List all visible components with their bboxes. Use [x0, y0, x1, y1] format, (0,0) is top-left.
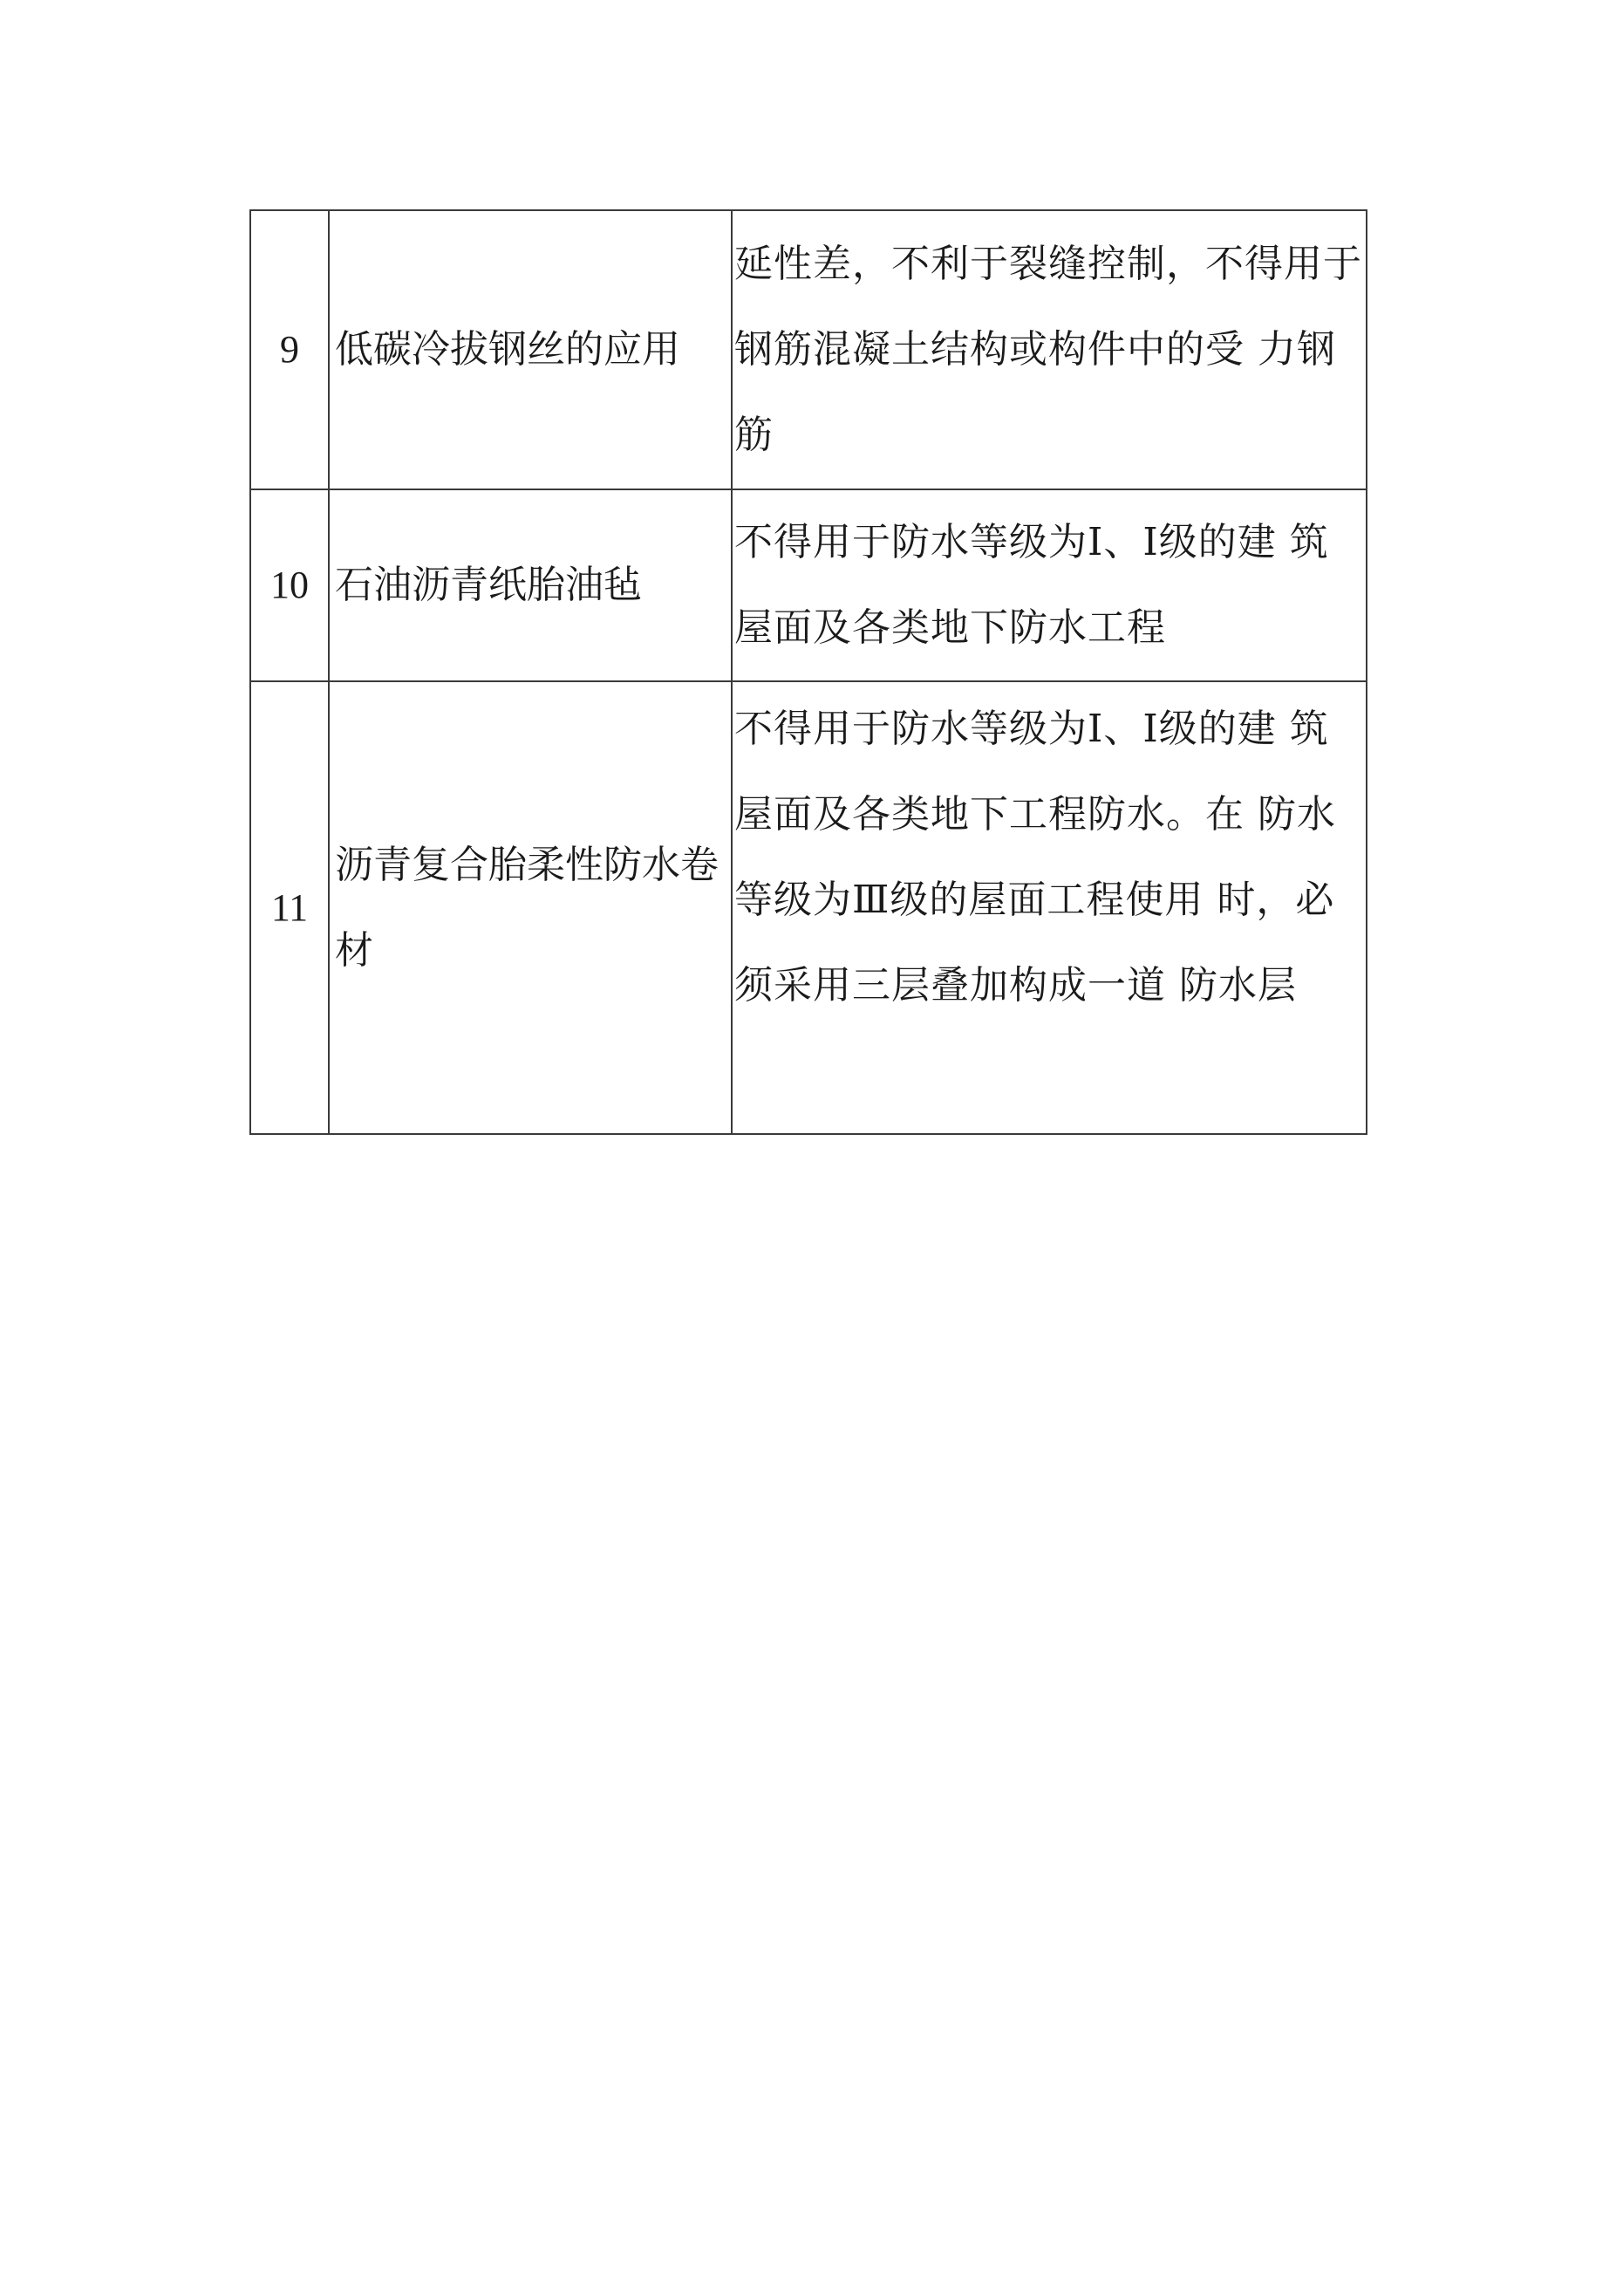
material-name — [329, 489, 732, 681]
row-number: 11 — [250, 681, 329, 1134]
restricted-materials-table — [249, 209, 1367, 1135]
material-name-text: 石油沥青纸胎油毡 — [335, 563, 642, 607]
material-name — [329, 681, 732, 1134]
table-row — [250, 681, 1367, 1134]
restriction-description-text: 不得用于防水等级为Ⅰ、Ⅰ级的建 筑屋面及各类地下工程防水。在 防水等级为Ⅲ级的屋面工程使用 时，必须采用三层叠加构成一道 防水层 — [734, 707, 1336, 1008]
material-name-text: 沥青复合胎柔性防水卷材 — [335, 842, 719, 973]
restriction-description — [732, 681, 1367, 1134]
restriction-description-text: 延性差，不利于裂缝控制，不得用于钢筋混凝土结构或构件中的受 力钢筋 — [734, 242, 1362, 457]
material-name-text: 低碳冷拔钢丝的应用 — [335, 327, 680, 372]
restriction-description-text: 不得用于防水等级为Ⅰ、Ⅰ级的建 筑屋面及各类地下防水工程 — [734, 520, 1329, 650]
table-row — [250, 489, 1367, 681]
restriction-description — [732, 489, 1367, 681]
table-row — [250, 210, 1367, 489]
restriction-description — [732, 210, 1367, 489]
material-name — [329, 210, 732, 489]
row-number: 10 — [250, 489, 329, 681]
row-number: 9 — [250, 210, 329, 489]
